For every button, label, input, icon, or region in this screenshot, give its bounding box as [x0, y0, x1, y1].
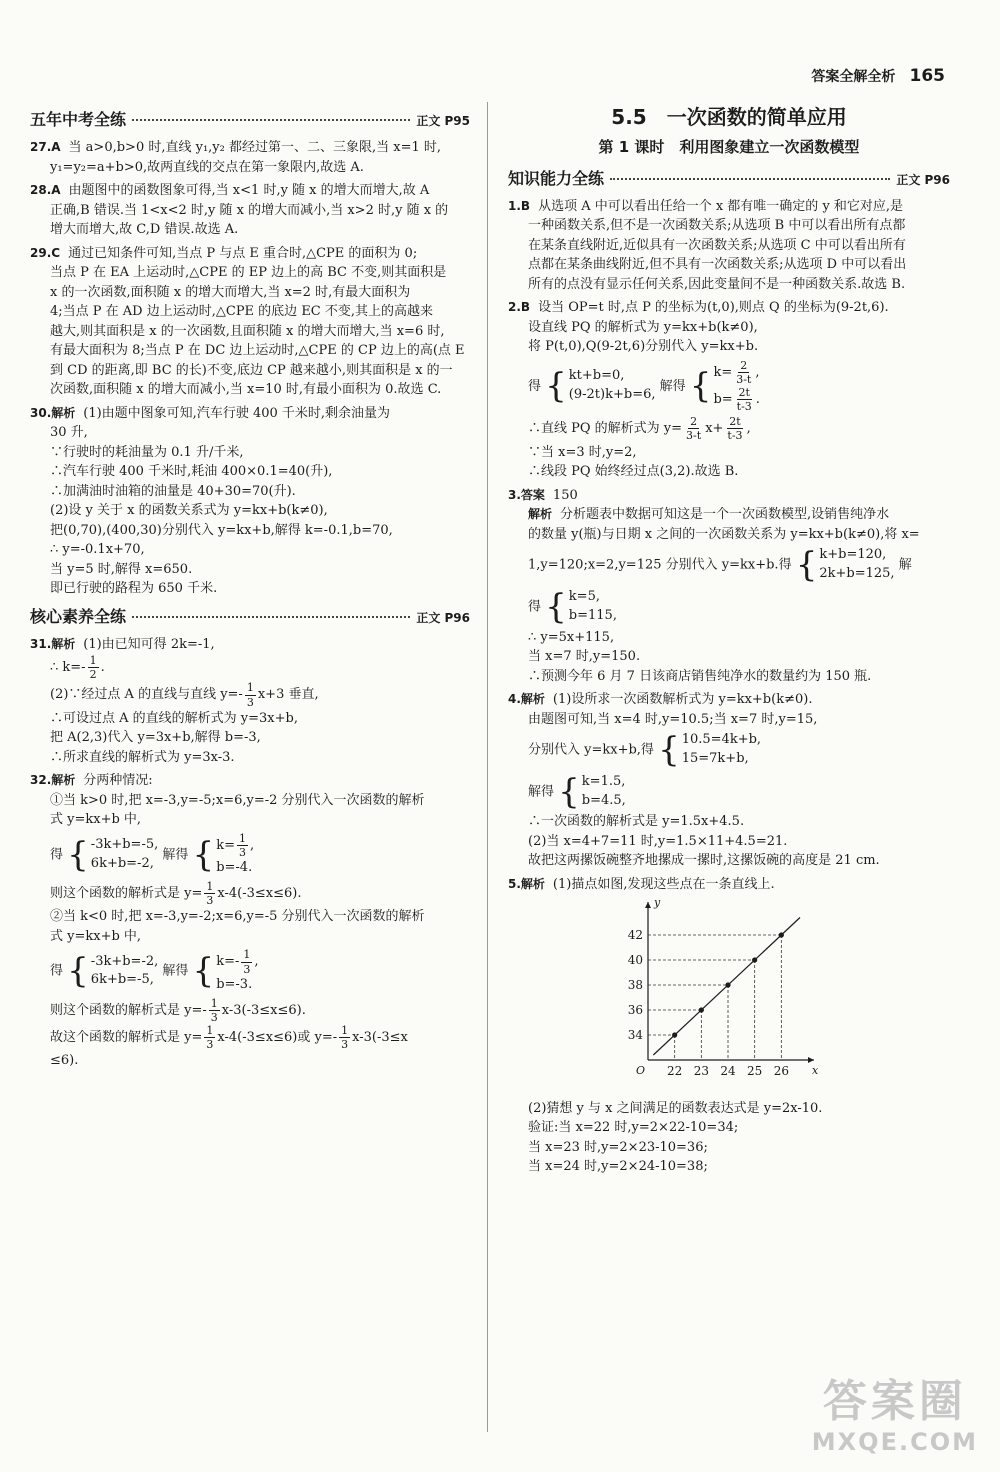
- fraction: [734, 359, 753, 386]
- answer-text: ∵行驶时的耗油量为 0.1 升/千米,: [50, 444, 244, 460]
- left-column: [30, 102, 470, 1075]
- x-tick-label: 24: [720, 1064, 736, 1079]
- answer-text: 分别代入 y=kx+b,得: [528, 742, 654, 758]
- answer-text: 故这个函数的解析式是 y=: [50, 1030, 203, 1046]
- equation: (9-2t)k+b=6,: [568, 386, 656, 402]
- answer-text: 则这个函数的解析式是 y=: [50, 886, 203, 902]
- scatter-chart: [508, 898, 950, 1095]
- fraction: [684, 415, 703, 442]
- equation: -3k+b=-5,: [90, 837, 159, 853]
- frac-num: 2: [690, 415, 698, 429]
- y-tick-label: 42: [627, 928, 643, 943]
- frac-num: 2: [740, 358, 748, 372]
- fraction: [735, 386, 754, 413]
- x-axis-label: x: [812, 1064, 818, 1078]
- answer-text: x-3(-3≤x≤6).: [221, 1002, 306, 1018]
- answer-text: 把(0,70),(400,30)分别代入 y=kx+b,解得 k=-0.1,b=70,: [50, 522, 393, 538]
- frac-num: 1: [206, 879, 214, 893]
- answer-text: (2)∵经过点 A 的直线与直线 y=-: [50, 687, 243, 703]
- answer-text: ∴ y=-0.1x+70,: [50, 542, 145, 557]
- answer-text: ∴ k=-: [50, 660, 86, 676]
- answer-text: 150: [552, 487, 578, 503]
- answer-text: 的数量 y(瓶)与日期 x 之间的一次函数关系为 y=kx+b(k≠0),将 x=: [528, 526, 920, 542]
- section-header-knowledge: [508, 167, 950, 191]
- answer-text: 解得: [659, 378, 686, 394]
- question-number: 27.A: [30, 140, 61, 154]
- frac-num: 2t: [729, 415, 741, 429]
- answer-text: (1)由已知可得 2k=-1,: [83, 636, 215, 652]
- answer-text: 当 x=23 时,y=2×23-10=36;: [528, 1139, 708, 1155]
- answer-text: 由题图可知,当 x=4 时,y=10.5;当 x=7 时,y=15,: [528, 711, 818, 727]
- answer-text: ∵当 x=3 时,y=2,: [528, 444, 637, 460]
- section-ref: 正文 P96: [896, 172, 950, 187]
- frac-num: 1: [341, 1023, 349, 1037]
- equation: k=5,: [568, 588, 600, 604]
- brace: {: [795, 544, 818, 585]
- system: [796, 546, 895, 584]
- brace: {: [67, 951, 89, 992]
- fraction: [725, 415, 744, 442]
- frac-num: 1: [246, 681, 254, 695]
- brace: {: [545, 365, 567, 406]
- fraction: [204, 1024, 215, 1051]
- answer-text: 越大,则其面积是 x 的一次函数,且面积随 x 的增大而增大,当 x=6 时,: [50, 323, 445, 339]
- answer-text: 式 y=kx+b 中,: [50, 928, 142, 944]
- answer-text: ∴加满油时油箱的油量是 40+30=70(升).: [50, 483, 296, 499]
- y-tick-label: 40: [627, 953, 643, 968]
- question-3: [508, 486, 950, 686]
- data-point: [779, 933, 784, 938]
- answer-text: 当点 P 在 EA 上运动时,△CPE 的 EP 边上的高 BC 不变,则其面积是: [50, 265, 447, 280]
- answer-text: 故把这两摞饭碗整齐地摞成一摞时,这摞饭碗的高度是 21 cm.: [528, 853, 880, 869]
- answer-text: 解得: [162, 963, 189, 979]
- question-number: 1.B: [508, 198, 531, 213]
- equation-system: [508, 357, 950, 416]
- fraction: [241, 948, 252, 975]
- data-point: [725, 983, 730, 988]
- question-31: [30, 635, 470, 768]
- watermark: [811, 1376, 978, 1460]
- answer-text: ②当 k<0 时,把 x=-3,y=-2;x=6,y=-5 分别代入一次函数的解析: [50, 909, 425, 925]
- question-29: [30, 244, 470, 400]
- frac-den: t-3: [727, 429, 743, 443]
- question-number: 30.解析: [30, 405, 76, 420]
- y-tick-label: 36: [627, 1003, 643, 1018]
- x-tick-label: 23: [693, 1064, 709, 1079]
- answer-text: (1)由题中图象可知,汽车行驶 400 千米时,剩余油量为: [83, 405, 391, 421]
- answer-text: 通过已知条件可知,当点 P 与点 E 重合时,△CPE 的面积为 0;: [68, 245, 418, 261]
- equation: b=4.5,: [581, 792, 626, 808]
- section-title: 五年中考全练: [30, 110, 127, 129]
- answer-text: ,: [746, 421, 751, 437]
- system: [67, 953, 158, 991]
- equation-system: [30, 946, 470, 996]
- question-32: [30, 771, 470, 1071]
- answer-text: x-3(-3≤x: [352, 1030, 408, 1046]
- data-point: [699, 1008, 704, 1013]
- answer-text: 一种函数关系,但不是一次函数关系;从选项 B 中可以看出所有点都: [528, 218, 906, 233]
- section-header-exam: [30, 108, 470, 132]
- question-28: [30, 181, 470, 240]
- question-2: [508, 298, 950, 482]
- data-point: [672, 1033, 677, 1038]
- answer-text: 解得: [528, 784, 555, 800]
- answer-text: 解得: [162, 847, 189, 863]
- page-header: [811, 64, 945, 90]
- answer-text: ∴直线 PQ 的解析式为 y=: [528, 421, 683, 437]
- answer-text: 从选项 A 中可以看出任给一个 x 都有唯一确定的 y 和它对应,是: [538, 198, 904, 214]
- answer-text: (2)当 x=4+7=11 时,y=1.5×11+4.5=21.: [528, 833, 788, 849]
- answer-text: 当 a>0,b>0 时,直线 y₁,y₂ 都经过第一、二、三象限,当 x=1 时,: [68, 140, 442, 155]
- question-5: [508, 875, 950, 1177]
- question-number: 2.B: [508, 300, 531, 314]
- frac-den: 3: [238, 845, 246, 859]
- frac-den: t-3: [736, 400, 752, 414]
- section-ref: 正文 P95: [416, 114, 470, 128]
- answer-text: y₁=y₂=a+b>0,故两直线的交点在第一象限内,故选 A.: [50, 159, 364, 175]
- frac-num: 1: [210, 996, 218, 1010]
- frac-den: 3: [246, 695, 254, 709]
- answer-text: ≤6).: [50, 1053, 79, 1069]
- frac-den: 3: [206, 1038, 214, 1052]
- frac-num: 1: [89, 654, 97, 667]
- answer-text: 有最大面积为 8;当点 P 在 DC 边上运动时,△CPE 的 CP 边上的高(点 E: [50, 343, 465, 358]
- brace: {: [192, 834, 215, 875]
- answer-text: 正确,B 错误.当 1<x<2 时,y 随 x 的增大而减小,当 x>2 时,y 随 x 的: [50, 202, 449, 218]
- answer-text: (2)猜想 y 与 x 之间满足的函数表达式是 y=2x-10.: [528, 1100, 823, 1116]
- brace: {: [192, 951, 215, 992]
- answer-text: 将 P(t,0),Q(9-2t,6)分别代入 y=kx+b.: [528, 339, 759, 354]
- watermark-url: MXQE.COM: [811, 1428, 978, 1456]
- answer-text: 当 x=24 时,y=2×24-10=38;: [528, 1159, 708, 1175]
- answer-text: ∴一次函数的解析式是 y=1.5x+4.5.: [528, 814, 745, 830]
- answer-text: x-4(-3≤x≤6).: [217, 886, 302, 902]
- leader-dots: [132, 616, 410, 618]
- x-tick-label: 22: [667, 1064, 683, 1079]
- x-tick-label: 26: [773, 1064, 789, 1079]
- answer-text: (1)描点如图,发现这些点在一条直线上.: [552, 876, 775, 892]
- equation: 6k+b=-2,: [90, 855, 154, 871]
- question-4: [508, 690, 950, 871]
- question-number: 28.A: [30, 183, 61, 197]
- y-axis-arrow: [645, 902, 651, 908]
- x-tick-label: 25: [747, 1064, 763, 1079]
- answer-text: x+: [705, 421, 724, 437]
- answer-text: (1)设所求一次函数解析式为 y=kx+b(k≠0).: [552, 692, 813, 707]
- system: { k= $\frac{1}{3}$ , b=-4.: [193, 832, 255, 878]
- equation: 15=7k+b,: [681, 750, 749, 766]
- fraction: [245, 681, 256, 708]
- equation: k=: [713, 364, 733, 380]
- answer-text: x+3 垂直,: [257, 687, 319, 703]
- equation: kt+b=0,: [568, 368, 625, 384]
- brace: {: [689, 365, 712, 406]
- answer-text: 点都在某条曲线附近,但不具有一次函数关系;从选项 D 中可以看出: [528, 257, 907, 272]
- equation: 2k+b=125,: [819, 565, 895, 581]
- system: [545, 588, 617, 626]
- equation: b=: [713, 392, 733, 408]
- section-header-core: [30, 605, 470, 629]
- origin-label: O: [636, 1064, 646, 1078]
- frac-den: 3-t: [736, 372, 752, 386]
- lesson-title: 第 1 课时 利用图象建立一次函数模型: [598, 138, 860, 156]
- header-label: 答案全解全析: [811, 69, 896, 85]
- section-title: 核心素养全练: [30, 606, 127, 626]
- question-number: 3.答案: [508, 487, 545, 502]
- leader-dots: [132, 119, 410, 121]
- answer-text: 由题图中的函数图象可得,当 x<1 时,y 随 x 的增大而增大,故 A: [68, 183, 430, 198]
- brace: {: [658, 729, 680, 770]
- answer-text: ①当 k>0 时,把 x=-3,y=-5;x=6,y=-2 分别代入一次函数的解析: [50, 792, 425, 808]
- answer-text: .: [100, 660, 105, 676]
- brace: {: [558, 771, 580, 812]
- frac-num: 1: [206, 1023, 214, 1037]
- frac-den: 3: [210, 1010, 218, 1024]
- answer-text: 4;当点 P 在 AD 边上运动时,△CPE 的底边 EC 不变,其上的高越来: [50, 304, 434, 319]
- question-30: [30, 404, 470, 599]
- y-tick-label: 38: [627, 978, 643, 993]
- data-point: [752, 958, 757, 963]
- answer-text: (2)设 y 关于 x 的函数关系式为 y=kx+b(k≠0),: [50, 503, 328, 518]
- answer-text: 把 A(2,3)代入 y=3x+b,解得 b=-3,: [50, 730, 261, 746]
- frac-num: 2t: [738, 385, 750, 399]
- leader-dots: [610, 178, 890, 180]
- answer-text: 解: [898, 557, 912, 573]
- question-number: 解析: [528, 507, 553, 522]
- chapter-title: 5.5 一次函数的简单应用: [611, 105, 847, 129]
- answer-text: 到 CD 的距离,即 BC 的长)不变,底边 CP 越来越小,则其面积是 x 的一: [50, 362, 453, 378]
- y-tick-label: 34: [627, 1028, 643, 1043]
- question-1: [508, 197, 950, 295]
- answer-text: 增大而增大,故 C,D 错误.故选 A.: [50, 222, 239, 237]
- answer-text: ∴汽车行驶 400 千米时,耗油 400×0.1=40(升),: [50, 464, 333, 479]
- section-ref: 正文 P96: [416, 610, 470, 625]
- chart-svg: [618, 898, 818, 1088]
- frac-den: 3-t: [686, 429, 702, 443]
- question-number: 4.解析: [508, 692, 545, 706]
- answer-text: 设直线 PQ 的解析式为 y=kx+b(k≠0),: [528, 319, 758, 335]
- fraction: [237, 832, 248, 859]
- answer-text: 分两种情况:: [83, 773, 153, 789]
- frac-num: 1: [243, 948, 251, 962]
- fraction: [204, 880, 215, 907]
- column-divider: [487, 102, 488, 1432]
- equation: b=-3.: [216, 976, 253, 992]
- watermark-logo: 答案圈: [822, 1376, 967, 1427]
- answer-text: 则这个函数的解析式是 y=-: [50, 1002, 207, 1018]
- fraction: [88, 654, 99, 681]
- frac-num: 1: [238, 831, 246, 845]
- system: [545, 367, 655, 405]
- answer-text: x-4(-3≤x≤6)或 y=-: [217, 1030, 338, 1046]
- answer-text: 次函数,面积随 x 的增大而减小,当 x=10 时,有最小面积为 0.故选 C.: [50, 382, 442, 397]
- answer-text: 当 y=5 时,解得 x=650.: [50, 561, 193, 577]
- fraction: [209, 997, 220, 1024]
- answer-text: 即已行驶的路程为 650 千米.: [50, 581, 218, 596]
- brace: {: [67, 834, 89, 875]
- answer-text: ∴可设过点 A 的直线的解析式为 y=3x+b,: [50, 710, 298, 726]
- answer-text: 当 x=7 时,y=150.: [528, 649, 641, 664]
- system: { k= $\frac{2}{3-t}$ , b= $\frac{2t}{t-3}$ .: [689, 358, 760, 414]
- answer-text: 分析题表中数据可知这是一个一次函数模型,设销售纯净水: [560, 507, 890, 523]
- equation: k=1.5,: [581, 773, 626, 789]
- answer-text: ∴线段 PQ 始终经过点(3,2).故选 B.: [528, 464, 739, 480]
- question-27: [30, 138, 470, 177]
- system: [67, 836, 158, 874]
- y-axis-label: y: [654, 898, 661, 910]
- right-column: [508, 102, 950, 1181]
- answer-text: 30 升,: [50, 425, 88, 440]
- answer-text: 得: [528, 599, 542, 615]
- answer-text: 在某条直线附近,近似具有一次函数关系;从选项 C 中可以看出所有: [528, 237, 906, 253]
- equation: b=115,: [568, 607, 617, 623]
- section-title: 知识能力全练: [508, 168, 605, 188]
- frac-den: 2: [89, 668, 97, 682]
- question-number: 32.解析: [30, 773, 76, 788]
- fraction: [339, 1024, 350, 1051]
- answer-text: x 的一次函数,面积随 x 的增大而增大,当 x=2 时,有最大面积为: [50, 284, 411, 300]
- x-axis-arrow: [808, 1057, 814, 1063]
- answer-text: 设当 OP=t 时,点 P 的坐标为(t,0),则点 Q 的坐标为(9-2t,6).: [538, 300, 889, 315]
- brace: {: [545, 586, 567, 627]
- answer-text: 所有的点没有显示任何关系,因此变量间不是一种函数关系.故选 B.: [528, 276, 906, 292]
- answer-text: 1,y=120;x=2,y=125 分别代入 y=kx+b.得: [528, 557, 792, 573]
- system: [558, 773, 626, 811]
- answer-text: 得: [50, 963, 64, 979]
- equation: k=: [216, 837, 235, 853]
- answer-text: 得: [528, 378, 542, 394]
- frac-den: 3: [341, 1038, 349, 1052]
- equation-system: [30, 830, 470, 880]
- answer-text: 验证:当 x=22 时,y=2×22-10=34;: [528, 1120, 739, 1136]
- question-number: 29.C: [30, 245, 61, 260]
- answer-text: ∴预测今年 6 月 7 日该商店销售纯净水的数量约为 150 瓶.: [528, 668, 872, 684]
- frac-den: 3: [243, 962, 251, 976]
- equation: b=-4.: [216, 860, 253, 876]
- equation: k=-: [216, 954, 240, 970]
- answer-text: ∴所求直线的解析式为 y=3x-3.: [50, 749, 235, 765]
- equation: 10.5=4k+b,: [681, 732, 762, 747]
- equation: k+b=120,: [819, 547, 887, 563]
- equation: 6k+b=-5,: [90, 972, 154, 988]
- system: { k=- $\frac{1}{3}$ , b=-3.: [193, 948, 259, 994]
- page-number: 165: [909, 66, 945, 86]
- answer-text: 得: [50, 847, 64, 863]
- equation: -3k+b=-2,: [90, 953, 159, 969]
- answer-text: 式 y=kx+b 中,: [50, 812, 142, 828]
- question-number: 5.解析: [508, 876, 545, 891]
- system: [658, 731, 761, 769]
- answer-text: ∴ y=5x+115,: [528, 629, 615, 645]
- question-number: 31.解析: [30, 636, 76, 651]
- frac-den: 3: [206, 894, 214, 908]
